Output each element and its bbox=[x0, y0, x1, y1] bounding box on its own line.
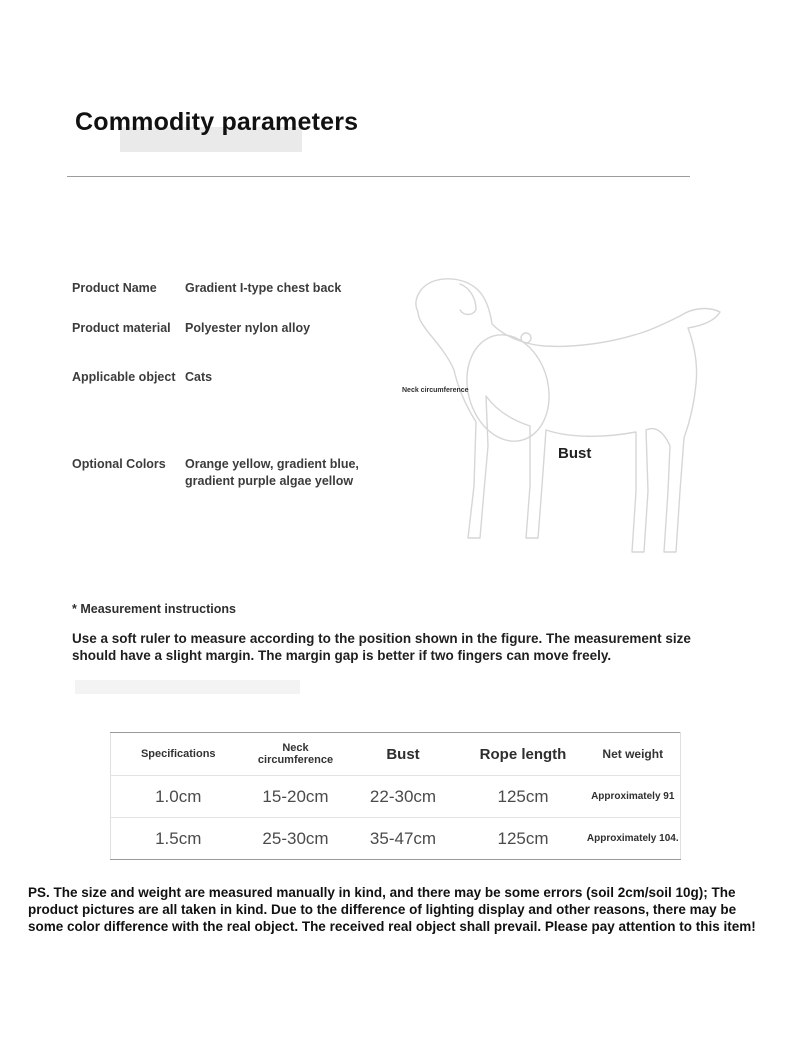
col-header-bust: Bust bbox=[386, 745, 420, 763]
col-header-neck-circumference: Neck circumference bbox=[257, 742, 334, 766]
spec-row-product-name bbox=[72, 280, 407, 297]
size-table bbox=[110, 732, 681, 860]
table-row bbox=[111, 776, 681, 818]
spec-value: Cats bbox=[185, 370, 213, 384]
neck-circumference-label: Neck circumference bbox=[402, 387, 469, 394]
spec-label: Optional Colors bbox=[72, 457, 166, 471]
paragraph-highlight-block bbox=[75, 680, 300, 694]
dog-figure bbox=[398, 276, 730, 568]
page-title: Commodity parameters bbox=[75, 108, 359, 136]
table-row bbox=[111, 818, 681, 860]
cell-rope-length: 125cm bbox=[497, 828, 549, 848]
col-header-net-weight: Net weight bbox=[602, 747, 664, 761]
bust-label: Bust bbox=[558, 445, 592, 462]
cell-specification: 1.5cm bbox=[155, 828, 202, 848]
spec-row-product-material bbox=[72, 320, 407, 337]
cell-bust: 22-30cm bbox=[369, 786, 437, 806]
cell-net-weight: Approximately 91 bbox=[591, 791, 675, 802]
cell-rope-length: 125cm bbox=[497, 786, 549, 806]
spec-row-applicable-object bbox=[72, 369, 407, 386]
cell-neck: 15-20cm bbox=[262, 786, 329, 806]
cell-bust: 35-47cm bbox=[369, 828, 437, 848]
col-header-specifications: Specifications bbox=[140, 748, 216, 760]
measurement-instructions-heading: * Measurement instructions bbox=[72, 602, 236, 616]
dog-illustration bbox=[398, 276, 730, 568]
spec-label: Applicable object bbox=[72, 370, 176, 384]
measurement-instructions-body: Use a soft ruler to measure according to the position shown in the figure. The measurement size should have a slight margin. The margin gap is better if two fingers can move freely. bbox=[72, 631, 691, 663]
spec-value: Gradient I-type chest back bbox=[185, 281, 342, 295]
spec-value: Orange yellow, gradient blue, gradient purple algae yellow bbox=[185, 457, 359, 488]
size-table-header-row bbox=[111, 733, 681, 776]
spec-value: Polyester nylon alloy bbox=[185, 321, 311, 335]
ps-disclaimer: PS. The size and weight are measured manually in kind, and there may be some errors (soil 2cm/soil 10g); The product pictures are all taken in kind. Due to the difference of lighting display and other reasons, there may be some color difference with the real object. The received real object shall prevail. Please pay attention to this item! bbox=[28, 885, 756, 934]
cell-neck: 25-30cm bbox=[262, 828, 329, 848]
cell-net-weight: Approximately 104. bbox=[586, 833, 679, 844]
spec-label: Product Name bbox=[72, 281, 157, 295]
spec-label: Product material bbox=[72, 321, 171, 335]
cell-specification: 1.0cm bbox=[155, 786, 202, 806]
col-header-rope-length: Rope length bbox=[479, 745, 567, 763]
spec-row-optional-colors bbox=[72, 456, 407, 490]
title-divider bbox=[67, 176, 690, 177]
